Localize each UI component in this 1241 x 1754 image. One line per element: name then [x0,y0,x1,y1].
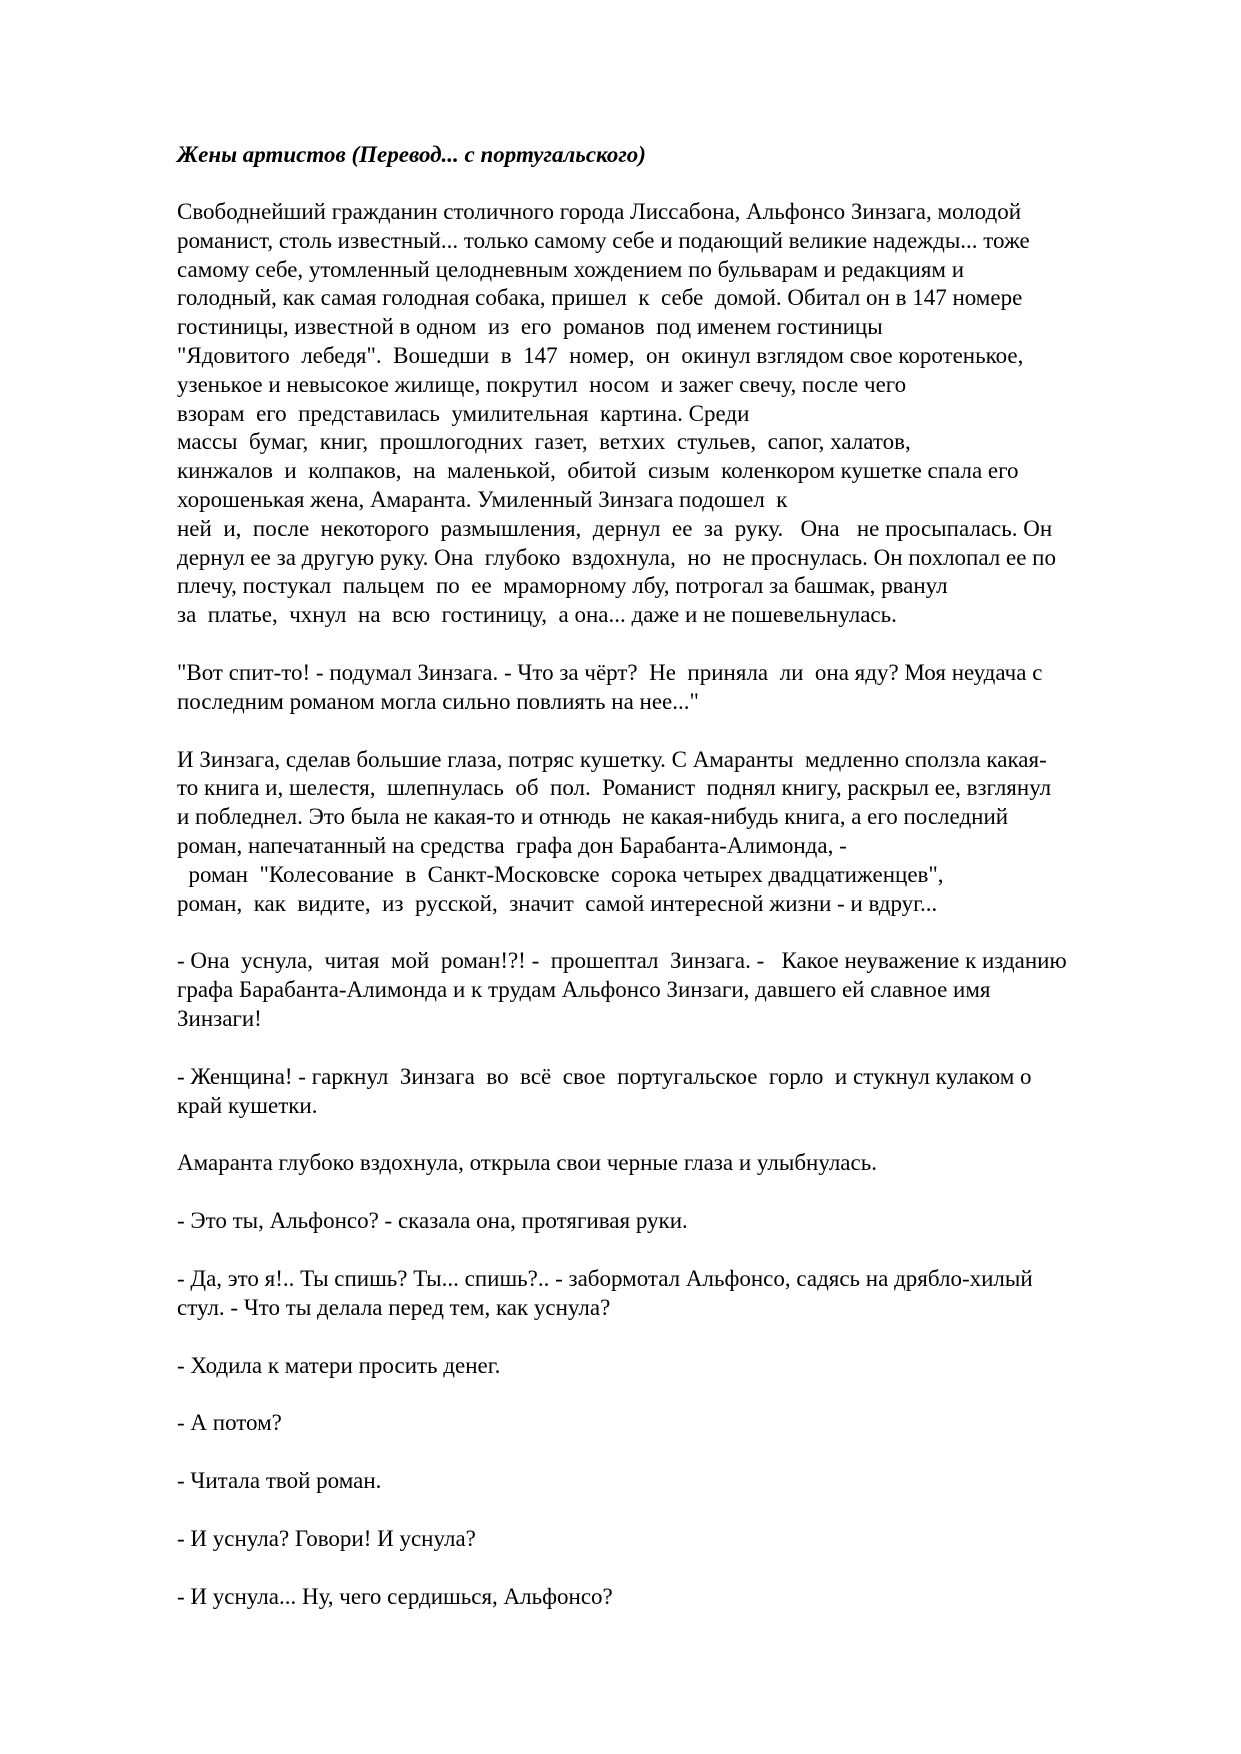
text-line: роман, как видите, из русской, значит самой интересной жизни - и вдруг... [177,890,938,916]
text-line: кинжалов и колпаков, на маленькой, обитой сизым коленкором кушетке спала его [177,458,1019,484]
text-line: "Ядовитого лебедя". Вошедши в 147 номер, он окинул взглядом свое коротенькое, [177,342,1024,368]
paragraph [177,1467,1162,1496]
text-line: взорам его представилась умилительная картина. Среди [177,400,750,426]
text-line: хорошенькая жена, Амаранта. Умиленный Зинзага подошел к [177,486,788,512]
text-line: Зинзаги! [177,1005,262,1031]
text-line: - Это ты, Альфонсо? - сказала она, протягивая руки. [177,1208,688,1234]
paragraph [177,746,1162,919]
text-line: И Зинзага, сделав большие глаза, потряс кушетку. С Амаранты медленно сползла какая- [177,746,1047,772]
text-line: - Да, это я!.. Ты спишь? Ты... спишь?.. - забормотал Альфонсо, садясь на дрябло-хилый [177,1265,1033,1291]
text-line: гостиницы, известной в одном из его романов под именем гостиницы [177,314,883,340]
paragraph [177,1409,1162,1438]
text-line: роман, напечатанный на средства графа дон Барабанта-Алимонда, - [177,832,847,858]
text-line: - Читала твой роман. [177,1468,382,1494]
paragraph [177,1063,1162,1121]
paragraph [177,1583,1162,1612]
paragraph [177,1265,1162,1323]
text-line: край кушетки. [177,1092,318,1118]
text-line: последним романом могла сильно повлиять на нее..." [177,688,699,714]
text-line: графа Барабанта-Алимонда и к трудам Альфонсо Зинзаги, давшего ей славное имя [177,977,991,1003]
text-line: самому себе, утомленный целодневным хождением по бульварам и редакциям и [177,256,965,282]
text-line: - И уснула? Говори! И уснула? [177,1525,476,1551]
text-line: романист, столь известный... только самому себе и подающий великие надежды... тоже [177,227,1030,253]
text-line: стул. - Что ты делала перед тем, как уснула? [177,1294,611,1320]
text-line: ней и, после некоторого размышления, дернул ее за руку. Она не просыпалась. Он [177,515,1053,541]
paragraph [177,1352,1162,1381]
paragraph [177,198,1162,630]
text-line: "Вот спит-то! - подумал Зинзага. - Что за чёрт? Не приняла ли она яду? Моя неудача с [177,659,1043,685]
text-line: - Она уснула, читая мой роман!?! - прошептал Зинзага. - Какое неуважение к изданию [177,948,1067,974]
text-line: то книга и, шелестя, шлепнулась об пол. Романист поднял книгу, раскрыл ее, взглянул [177,775,1052,801]
paragraph [177,1149,1162,1178]
text-line: узенькое и невысокое жилище, покрутил носом и зажег свечу, после чего [177,371,907,397]
text-line: за платье, чхнул на всю гостиницу, а она... даже и не пошевельнулась. [177,602,897,628]
text-line: плечу, постукал пальцем по ее мраморному лбу, потрогал за башмак, рванул [177,573,948,599]
text-line: - И уснула... Ну, чего сердишься, Альфонсо? [177,1583,613,1609]
text-line: голодный, как самая голодная собака, пришел к себе домой. Обитал он в 147 номере [177,285,1023,311]
text-line: дернул ее за другую руку. Она глубоко вздохнула, но не проснулась. Он похлопал ее по [177,544,1056,570]
document-body [177,140,1162,1611]
text-line: Амаранта глубоко вздохнула, открыла свои черные глаза и улыбнулась. [177,1150,877,1176]
text-line: массы бумаг, книг, прошлогодних газет, ветхих стульев, сапог, халатов, [177,429,911,455]
text-line: и побледнел. Это была не какая-то и отнюдь не какая-нибудь книга, а его последний [177,804,1009,830]
document-title: Жены артистов (Перевод... с португальского) [177,142,646,167]
text-line: - А потом? [177,1410,282,1436]
paragraph [177,1207,1162,1236]
paragraph [177,1525,1162,1554]
text-line: Свободнейший гражданин столичного города Лиссабона, Альфонсо Зинзага, молодой [177,199,1022,224]
text-line: роман "Колесование в Санкт-Московске сорока четырех двадцатиженцев", [177,861,944,887]
paragraph [177,659,1162,717]
text-line: - Женщина! - гаркнул Зинзага во всё свое португальское горло и стукнул кулаком о [177,1063,1032,1089]
text-line: - Ходила к матери просить денег. [177,1352,501,1378]
paragraph [177,947,1162,1033]
